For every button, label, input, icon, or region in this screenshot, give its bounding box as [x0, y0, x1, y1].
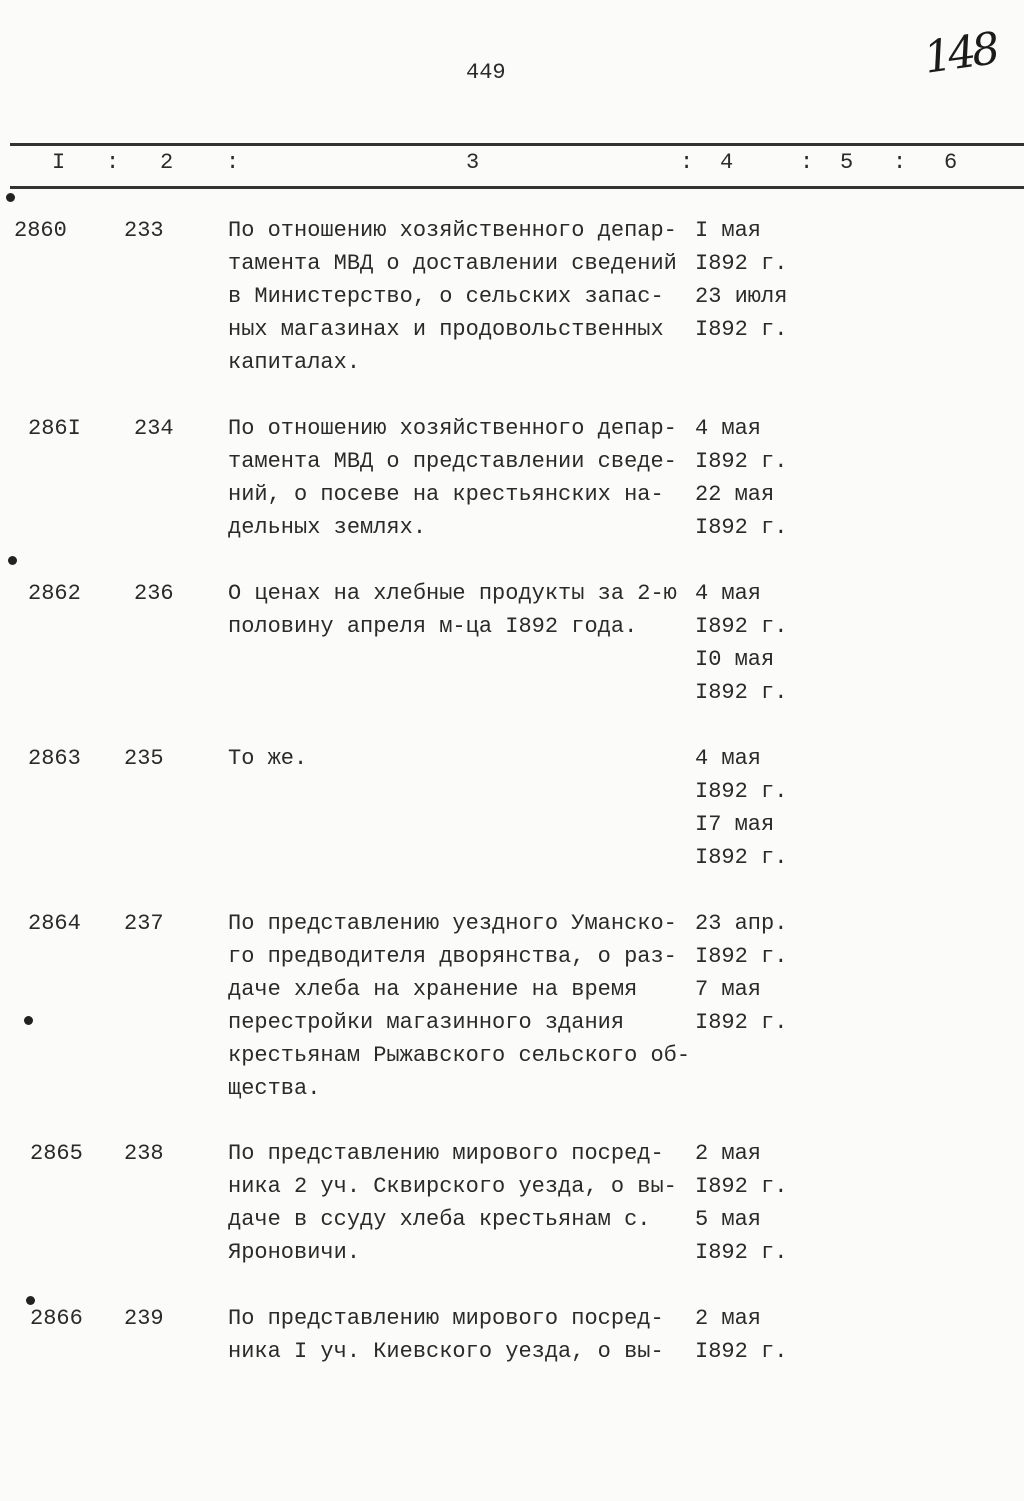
col-header-5: 5	[840, 150, 854, 175]
date-line: I мая	[695, 218, 762, 243]
date-line: I892 г.	[695, 251, 788, 276]
punch-hole-mark	[6, 193, 15, 202]
title-line: По отношению хозяйственного депар-	[228, 416, 677, 441]
col-separator: :	[680, 150, 694, 175]
col-separator: :	[893, 150, 907, 175]
date-line: 22 мая	[695, 482, 775, 507]
date-line: I0 мая	[695, 647, 775, 672]
header-top-rule	[10, 143, 1024, 146]
date-line: I892 г.	[695, 1010, 788, 1035]
date-line: I892 г.	[695, 944, 788, 969]
date-line: I892 г.	[695, 1339, 788, 1364]
entry-dates	[695, 412, 787, 544]
col-header-4: 4	[720, 150, 734, 175]
date-line: I7 мая	[695, 812, 775, 837]
header-bottom-rule	[10, 186, 1024, 189]
entry-dates	[695, 1302, 787, 1368]
date-line: I892 г.	[695, 614, 788, 639]
date-line: 4 мая	[695, 416, 762, 441]
title-line: даче в ссуду хлеба крестьянам с.	[228, 1207, 651, 1232]
entry-title	[228, 1302, 698, 1368]
entry-number: 2860	[14, 218, 67, 243]
title-line: го предводителя дворянства, о раз-	[228, 944, 677, 969]
title-line: тамента МВД о представлении сведе-	[228, 449, 677, 474]
col-separator: :	[106, 150, 120, 175]
date-line: 4 мая	[695, 581, 762, 606]
item-number: 234	[134, 416, 174, 441]
entry-dates	[695, 577, 787, 709]
col-separator: :	[226, 150, 240, 175]
date-line: I892 г.	[695, 845, 788, 870]
date-line: I892 г.	[695, 515, 788, 540]
punch-hole-mark	[8, 556, 17, 565]
entry-number: 2864	[28, 911, 81, 936]
entry-dates	[695, 742, 787, 874]
punch-hole-mark	[24, 1016, 33, 1025]
item-number: 236	[134, 581, 174, 606]
title-line: О ценах на хлебные продукты за 2-ю	[228, 581, 677, 606]
item-number: 235	[124, 746, 164, 771]
date-line: 4 мая	[695, 746, 762, 771]
entry-dates	[695, 1137, 787, 1269]
entry-number: 2863	[28, 746, 81, 771]
date-line: 7 мая	[695, 977, 762, 1002]
col-header-3: 3	[466, 150, 480, 175]
entry-number: 2865	[30, 1141, 83, 1166]
col-separator: :	[800, 150, 814, 175]
entry-title	[228, 907, 698, 1105]
title-line: По представлению мирового посред-	[228, 1306, 664, 1331]
title-line: в Министерство, о сельских запас-	[228, 284, 664, 309]
title-line: ника I уч. Киевского уезда, о вы-	[228, 1339, 664, 1364]
title-line: даче хлеба на хранение на время	[228, 977, 638, 1002]
item-number: 233	[124, 218, 164, 243]
title-line: ных магазинах и продовольственных	[228, 317, 664, 342]
date-line: I892 г.	[695, 1240, 788, 1265]
entry-number: 2862	[28, 581, 81, 606]
entry-number: 2866	[30, 1306, 83, 1331]
title-line: Яроновичи.	[228, 1240, 361, 1265]
date-line: 2 мая	[695, 1306, 762, 1331]
item-number: 238	[124, 1141, 164, 1166]
title-line: дельных землях.	[228, 515, 427, 540]
title-line: тамента МВД о доставлении сведений	[228, 251, 677, 276]
date-line: 5 мая	[695, 1207, 762, 1232]
date-line: I892 г.	[695, 317, 788, 342]
entry-title	[228, 1137, 698, 1269]
title-line: перестройки магазинного здания	[228, 1010, 625, 1035]
date-line: I892 г.	[695, 449, 788, 474]
entry-number: 286I	[28, 416, 81, 441]
handwritten-sheet-number: 148	[920, 23, 1000, 84]
col-header-2: 2	[160, 150, 174, 175]
col-header-1: I	[52, 150, 66, 175]
date-line: I892 г.	[695, 680, 788, 705]
item-number: 239	[124, 1306, 164, 1331]
item-number: 237	[124, 911, 164, 936]
title-line: То же.	[228, 746, 308, 771]
date-line: I892 г.	[695, 1174, 788, 1199]
title-line: ника 2 уч. Сквирского уезда, о вы-	[228, 1174, 677, 1199]
title-line: половину апреля м-ца I892 года.	[228, 614, 638, 639]
table-header	[0, 150, 1024, 180]
date-line: 23 июля	[695, 284, 788, 309]
title-line: По представлению мирового посред-	[228, 1141, 664, 1166]
title-line: крестьянам Рыжавского сельского об-	[228, 1043, 691, 1068]
date-line: 23 апр.	[695, 911, 788, 936]
punch-hole-mark	[26, 1296, 35, 1305]
date-line: I892 г.	[695, 779, 788, 804]
title-line: щества.	[228, 1076, 321, 1101]
date-line: 2 мая	[695, 1141, 762, 1166]
entry-title	[228, 214, 698, 379]
entry-title	[228, 742, 698, 775]
col-header-6: 6	[944, 150, 958, 175]
title-line: капиталах.	[228, 350, 361, 375]
entry-title	[228, 412, 698, 544]
page-number: 449	[466, 60, 506, 85]
title-line: По отношению хозяйственного депар-	[228, 218, 677, 243]
entry-dates	[695, 214, 787, 346]
entry-title	[228, 577, 698, 643]
title-line: ний, о посеве на крестьянских на-	[228, 482, 664, 507]
entry-dates	[695, 907, 787, 1039]
title-line: По представлению уездного Уманско-	[228, 911, 677, 936]
